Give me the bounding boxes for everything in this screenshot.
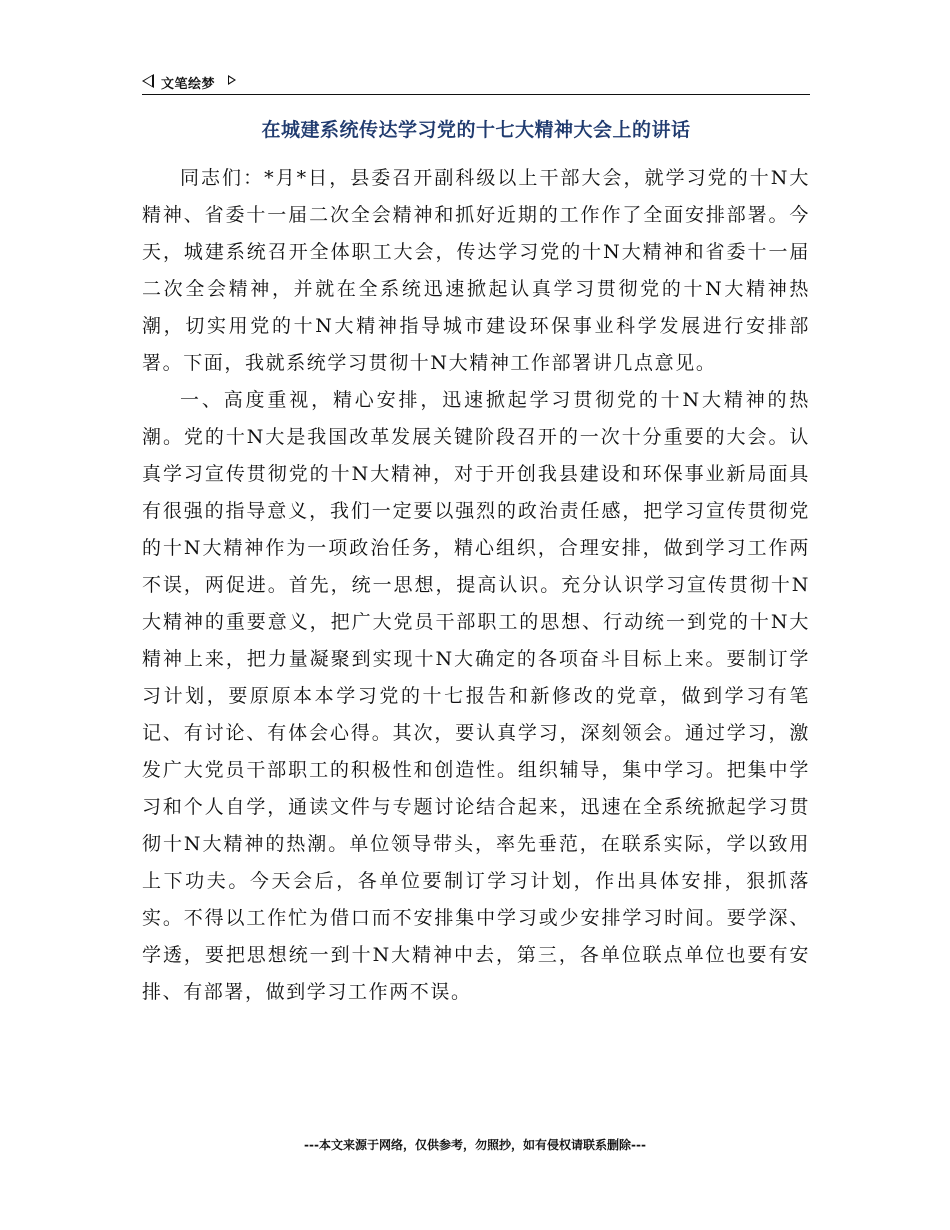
paragraph-2: 一、高度重视，精心安排，迅速掀起学习贯彻党的十N大精神的热潮。党的十N大是我国改革发展关键阶段召开的一次十分重要的大会。认真学习宣传贯彻党的十N大精神，对于开创我县建设和环保事业新局面具有很强的指导意义，我们一定要以强烈的政治责任感，把学习宣传贯彻党的十N大精神作为一项政治任务，精心组织，合理安排，做到学习工作两不误，两促进。首先，统一思想，提高认识。充分认识学习宣传贯彻十N大精神的重要意义，把广大党员干部职工的思想、行动统一到党的十N大精神上来，把力量凝聚到实现十N大确定的各项奋斗目标上来。要制订学习计划，要原原本本学习党的十七报告和新修改的党章，做到学习有笔记、有讨论、有体会心得。其次，要认真学习，深刻领会。通过学习，激发广大党员干部职工的积极性和创造性。组织辅导，集中学习。把集中学习和个人自学，通读文件与专题讨论结合起来，迅速在全系统掀起学习贯彻十N大精神的热潮。单位领导带头，率先垂范，在联系实际，学以致用上下功夫。今天会后，各单位要制订学习计划，作出具体安排，狠抓落实。不得以工作忙为借口而不安排集中学习或少安排学习时间。要学深、学透，要把思想统一到十N大精神中去，第三，各单位联点单位也要有安排、有部署，做到学习工作两不误。	[142, 389, 810, 1003]
footer-notice: ---本文来源于网络，仅供参考，勿照抄，如有侵权请联系删除---	[304, 1138, 646, 1152]
paragraph-1: 同志们：*月*日，县委召开副科级以上干部大会，就学习党的十N大精神、省委十一届二次全会精神和抓好近期的工作作了全面安排部署。今天，城建系统召开全体职工大会，传达学习党的十N大精神和省委十一届二次全会精神，并就在全系统迅速掀起认真学习贯彻党的十N大精神热潮，切实用党的十N大精神指导城市建设环保事业科学发展进行安排部署。下面，我就系统学习贯彻十N大精神工作部署讲几点意见。	[142, 167, 810, 374]
document-body	[142, 160, 810, 1011]
document-title: 在城建系统传达学习党的十七大精神大会上的讲话	[261, 119, 691, 141]
triangle-right-icon	[228, 75, 236, 85]
triangle-left-icon	[142, 74, 154, 88]
page-header	[142, 72, 810, 95]
header-brand: 文笔绘梦	[161, 77, 216, 92]
